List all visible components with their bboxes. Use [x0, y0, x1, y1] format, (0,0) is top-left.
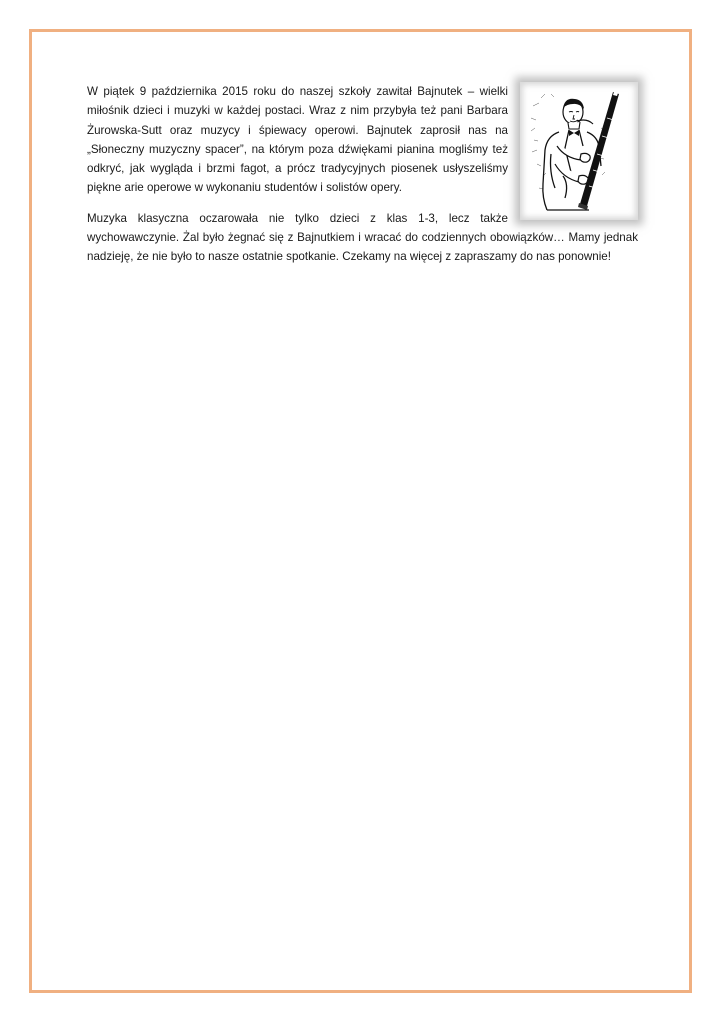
paragraph-closing: Muzyka klasyczna oczarowała nie tylko dzieci z klas 1-3, lecz także wychowawczynie. Żal było żegnać się z Bajnutkiem i wracać do codziennych obowiązków… Mamy jednak nadzieję, że nie było to nasze ostatnie spotkanie. Czekamy na więcej z zapraszamy do nas ponownie! — [87, 211, 638, 264]
paragraph-intro: W piątek 9 października 2015 roku do naszej szkoły zawitał Bajnutek – wielki miłośnik dzieci i muzyki w każdej postaci. Wraz z nim przybyła też pani Barbara Żurowska-Sutt oraz muzycy i śpiewacy operowi. Bajnutek zaprosił nas na „Słoneczny muzyczny spacer”, na którym poza dźwiękami pianina mogliśmy też odkryć, jak wygląda i brzmi fagot, a prócz tradycyjnych piosenek usłyszeliśmy piękne arie operowe w wykonaniu studentów i solistów opery. — [87, 85, 508, 195]
bassoon-player-icon — [529, 88, 629, 214]
bassoon-player-illustration — [520, 82, 638, 220]
article-body — [87, 82, 638, 278]
